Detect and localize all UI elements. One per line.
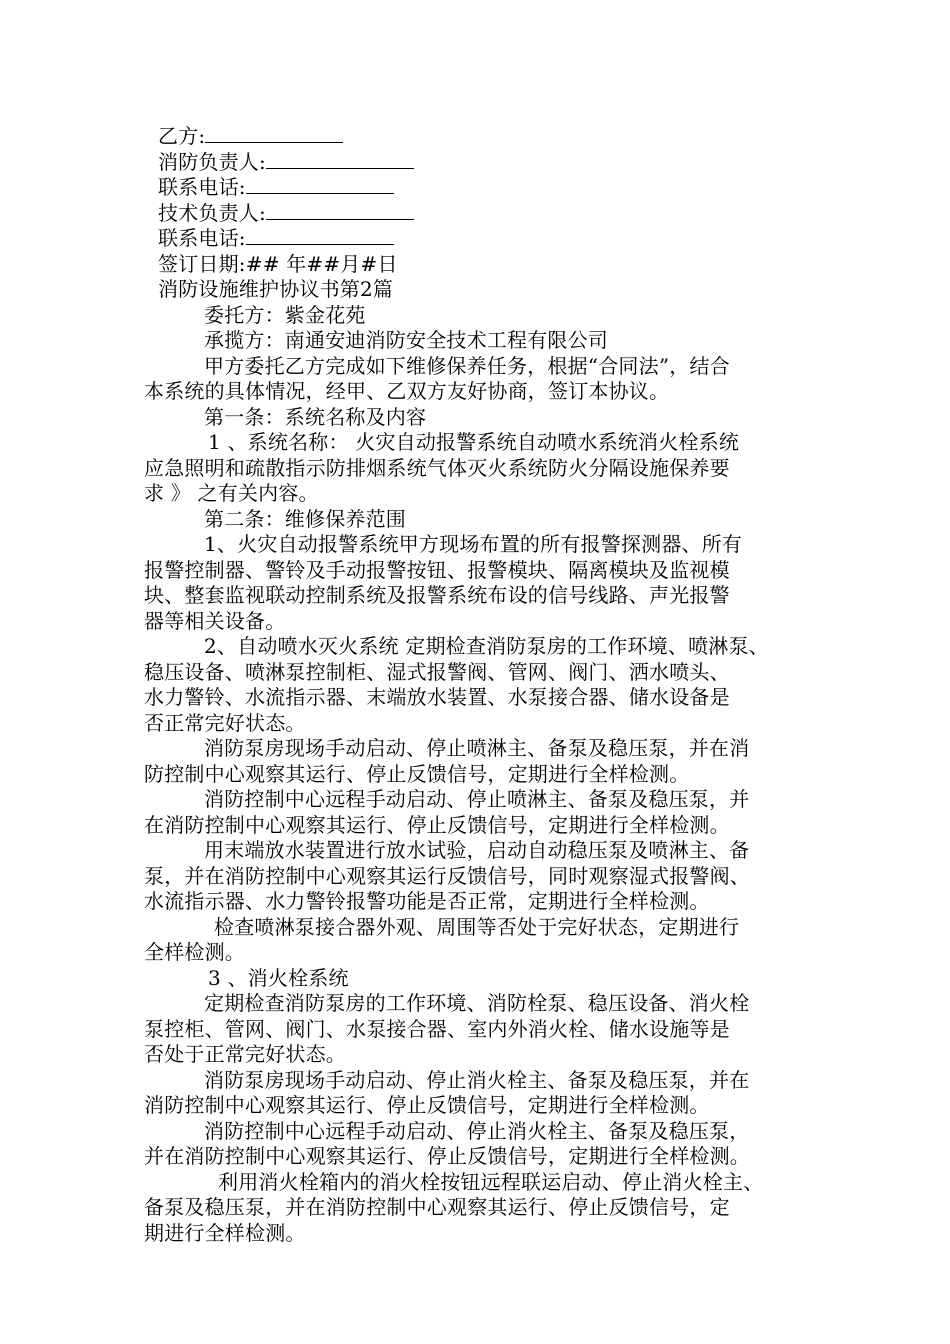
paragraph-line: 检查喷淋泵接合器外观、周围等否处于完好状态，定期进行 <box>214 914 740 939</box>
paragraph-line: 泵，并在消防控制中心观察其运行反馈信号，同时观察湿式报警阀、 <box>144 863 750 888</box>
intro-line: 本系统的具体情况，经甲、乙双方友好协商，签订本协议。 <box>144 379 670 403</box>
paragraph-line: 消防泵房现场手动启动、停止喷淋主、备泵及稳压泵，并在消 <box>204 736 750 760</box>
paragraph-line: 消防控制中心观察其运行、停止反馈信号，定期进行全样检测。 <box>144 1093 710 1117</box>
item-1-line: 报警控制器、警铃及手动报警按钮、报警模块、隔离模块及监视模 <box>144 557 730 582</box>
paragraph-line: 消防泵房现场手动启动、停止消火栓主、备泵及稳压泵，并在 <box>204 1067 750 1092</box>
item-2-line: 否正常完好状态。 <box>144 710 306 735</box>
blank-line <box>266 201 414 220</box>
field-label: 联系电话: <box>158 175 246 199</box>
blank-line <box>246 175 394 194</box>
document-title: 消防设施维护协议书第2篇 <box>158 277 394 301</box>
paragraph-line: 否处于正常完好状态。 <box>144 1042 346 1066</box>
paragraph-line: 利用消火栓箱内的消火栓按钮远程联运启动、停止消火栓主、 <box>218 1169 764 1194</box>
field-label: 技术负责人: <box>158 200 266 225</box>
paragraph-line: 定期检查消防泵房的工作环境、消防栓泵、稳压设备、消火栓 <box>204 991 750 1015</box>
paragraph-line: 备泵及稳压泵，并在消防控制中心观察其运行、停止反馈信号，定 <box>144 1195 730 1219</box>
item-1-line: 1、火灾自动报警系统甲方现场布置的所有报警探测器、所有 <box>204 532 743 556</box>
item-2-line: 水力警铃、水流指示器、末端放水装置、水泵接合器、储水设备是 <box>144 685 730 709</box>
party-b-field <box>144 124 814 150</box>
paragraph-line: 消防控制中心远程手动启动、停止喷淋主、备泵及稳压泵，并 <box>204 787 750 811</box>
article-2-heading: 第二条：维修保养范围 <box>204 506 406 531</box>
phone-field <box>144 175 814 201</box>
fire-manager-field <box>144 150 814 176</box>
paragraph-line: 水流指示器、水力警铃报警功能是否正常，定期进行全样检测。 <box>144 889 710 913</box>
blank-line <box>246 226 394 245</box>
item-3-heading: 3 、消火栓系统 <box>208 965 349 990</box>
phone-field-2 <box>144 226 814 252</box>
paragraph-line: 在消防控制中心观察其运行、停止反馈信号，定期进行全样检测。 <box>144 812 730 837</box>
article-1-line: 1 、系统名称： 火灾自动报警系统自动喷水系统消火栓系统 <box>208 430 740 454</box>
paragraph-line: 防控制中心观察其运行、停止反馈信号，定期进行全样检测。 <box>144 761 690 786</box>
blank-line <box>266 150 414 169</box>
tech-manager-field <box>144 201 814 227</box>
item-2-line: 2、自动喷水灭火系统 定期检查消防泵房的工作环境、喷淋泵、 <box>204 634 769 658</box>
field-label: 联系电话: <box>158 226 246 250</box>
field-label: 消防负责人: <box>158 149 266 174</box>
item-1-line: 块、整套监视联动控制系统及报警系统布设的信号线路、声光报警 <box>144 583 730 607</box>
paragraph-line: 并在消防控制中心观察其运行、停止反馈信号，定期进行全样检测。 <box>144 1144 750 1168</box>
intro-line: 甲方委托乙方完成如下维修保养任务，根据“合同法”，结合 <box>204 353 730 378</box>
article-1-line: 求 》 之有关内容。 <box>144 481 319 505</box>
paragraph-line: 泵控柜、管网、阀门、水泵接合器、室内外消火栓、储水设施等是 <box>144 1016 730 1041</box>
article-1-heading: 第一条：系统名称及内容 <box>204 404 427 429</box>
item-1-line: 器等相关设备。 <box>144 608 286 633</box>
contractor-line: 承揽方：南通安迪消防安全技术工程有限公司 <box>204 328 608 352</box>
document-body <box>144 124 814 1246</box>
paragraph-line: 用末端放水装置进行放水试验，启动自动稳压泵及喷淋主、备 <box>204 838 750 862</box>
sign-date: 签订日期:## 年##月#日 <box>158 251 398 276</box>
article-1-line: 应急照明和疏散指示防排烟系统气体灭火系统防火分隔设施保养要 <box>144 455 730 480</box>
paragraph-line: 全样检测。 <box>144 940 245 964</box>
item-2-line: 稳压设备、喷淋泵控制柜、湿式报警阀、管网、阀门、洒水喷头、 <box>144 659 730 684</box>
paragraph-line: 消防控制中心远程手动启动、停止消火栓主、备泵及稳压泵， <box>204 1118 750 1143</box>
paragraph-line: 期进行全样检测。 <box>144 1220 306 1245</box>
field-label: 乙方: <box>158 124 206 148</box>
blank-line <box>205 124 343 143</box>
client-line: 委托方：紫金花苑 <box>204 302 366 327</box>
